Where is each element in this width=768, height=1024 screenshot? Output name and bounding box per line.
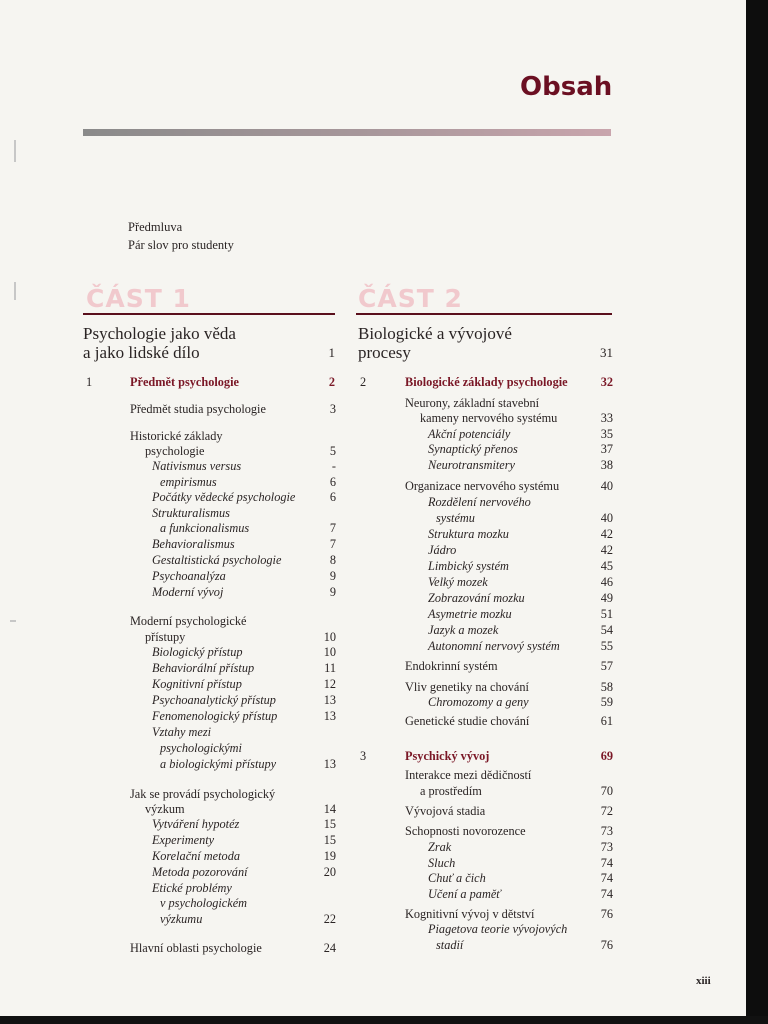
toc-entry[interactable]: Synaptický přenos <box>428 442 518 456</box>
toc-entry-page: 73 <box>600 840 613 854</box>
toc-entry-page: 57 <box>600 659 613 673</box>
toc-entry-page: 6 <box>329 475 336 489</box>
toc-entry-page: 61 <box>600 714 613 728</box>
toc-entry-page: 73 <box>600 824 613 838</box>
toc-entry[interactable]: Vytváření hypotéz <box>152 817 240 831</box>
toc-entry[interactable]: Učení a paměť <box>428 887 501 901</box>
toc-entry-page: 3 <box>329 402 336 416</box>
toc-entry[interactable]: Zrak <box>428 840 452 854</box>
part1-title-line1: Psychologie jako věda <box>83 324 236 343</box>
toc-entry[interactable]: výzkumu <box>160 912 203 926</box>
toc-entry[interactable]: Endokrinní systém <box>405 659 498 673</box>
toc-entry-page: 11 <box>324 661 336 675</box>
toc-entry[interactable]: psychologickými <box>160 741 242 755</box>
toc-entry[interactable]: Historické základy <box>130 429 223 443</box>
toc-entry-page: 15 <box>323 833 336 847</box>
toc-entry[interactable]: empirismus <box>160 475 217 489</box>
toc-entry-page: 51 <box>600 607 613 621</box>
toc-entry[interactable]: Gestaltistická psychologie <box>152 553 282 567</box>
toc-entry[interactable]: Jazyk a mozek <box>428 623 499 637</box>
toc-entry-page: 20 <box>323 865 336 879</box>
chapter2-page: 32 <box>600 375 613 389</box>
toc-entry[interactable]: Akční potenciály <box>428 427 511 441</box>
toc-entry[interactable]: Kognitivní přístup <box>152 677 242 691</box>
toc-entry-page: 10 <box>323 645 336 659</box>
toc-entry-page: 76 <box>600 907 613 921</box>
toc-entry-page: 9 <box>329 569 336 583</box>
chapter3-number: 3 <box>360 749 367 763</box>
scan-edge-right <box>746 0 768 1024</box>
toc-entry-page: 24 <box>323 941 336 955</box>
toc-entry[interactable]: Behaviorální přístup <box>152 661 255 675</box>
toc-entry[interactable]: výzkum <box>145 802 185 816</box>
chapter1-title[interactable]: Předmět psychologie <box>130 375 239 389</box>
toc-entry[interactable]: Piagetova teorie vývojových <box>428 922 568 936</box>
part1-rule <box>83 313 335 315</box>
toc-entry-page: 10 <box>323 630 336 644</box>
toc-entry[interactable]: Předmět studia psychologie <box>130 402 266 416</box>
toc-entry-page: 42 <box>600 527 613 541</box>
toc-entry[interactable]: a biologickými přístupy <box>160 757 277 771</box>
toc-entry-page: 76 <box>600 938 613 952</box>
toc-entry[interactable]: Strukturalismus <box>152 506 230 520</box>
toc-entry-page: 46 <box>600 575 613 589</box>
toc-for-students[interactable]: Pár slov pro studenty <box>128 238 234 252</box>
toc-entry[interactable]: Interakce mezi dědičností <box>405 768 532 782</box>
toc-entry[interactable]: Jádro <box>428 543 457 557</box>
toc-entry[interactable]: Kognitivní vývoj v dětství <box>405 907 535 921</box>
toc-entry-page: 74 <box>600 856 613 870</box>
part2-page: 31 <box>600 345 613 360</box>
toc-entry-page: 59 <box>600 695 613 709</box>
toc-entry[interactable]: v psychologickém <box>160 896 248 910</box>
toc-entry-page: 40 <box>600 511 613 525</box>
toc-entry[interactable]: Organizace nervového systému <box>405 479 560 493</box>
toc-entry[interactable]: Neurony, základní stavební <box>405 396 540 410</box>
scan-margin-mark <box>10 620 16 622</box>
chapter1-page: 2 <box>328 375 335 389</box>
toc-entry[interactable]: Hlavní oblasti psychologie <box>130 941 262 955</box>
toc-entry[interactable]: Vztahy mezi <box>152 725 212 739</box>
chapter2-number: 2 <box>360 375 367 389</box>
page-title: Obsah <box>520 72 613 102</box>
chapter1-number: 1 <box>86 375 93 389</box>
toc-entry[interactable]: Rozdělení nervového <box>428 495 531 509</box>
chapter3-title[interactable]: Psychický vývoj <box>405 749 490 763</box>
toc-entry-page: 6 <box>329 490 336 504</box>
toc-entry[interactable]: Moderní psychologické <box>130 614 247 628</box>
toc-entry-page: 14 <box>323 802 336 816</box>
toc-entry-page: 70 <box>600 784 613 798</box>
toc-entry-page: 12 <box>323 677 336 691</box>
part2-title-line2: procesy <box>358 343 411 362</box>
scan-margin-mark <box>14 140 16 162</box>
toc-entry[interactable]: Chuť a čich <box>428 871 486 885</box>
toc-entry[interactable]: Moderní vývoj <box>152 585 224 599</box>
toc-entry[interactable]: Chromozomy a geny <box>428 695 529 709</box>
part1-label: ČÁST 1 <box>86 284 191 313</box>
toc-entry[interactable]: psychologie <box>145 444 205 458</box>
toc-entry-page: 74 <box>600 871 613 885</box>
toc-preface[interactable]: Předmluva <box>128 220 183 234</box>
toc-entry[interactable]: Psychoanalytický přístup <box>152 693 276 707</box>
toc-entry[interactable]: systému <box>436 511 475 525</box>
toc-entry[interactable]: Schopnosti novorozence <box>405 824 526 838</box>
toc-entry-page: 13 <box>323 709 336 723</box>
page-number: xiii <box>696 975 711 987</box>
toc-entry[interactable]: Velký mozek <box>428 575 488 589</box>
toc-entry-page: 8 <box>329 553 336 567</box>
scan-edge-bottom <box>0 1016 768 1024</box>
toc-entry[interactable]: Zobrazování mozku <box>428 591 525 605</box>
toc-entry[interactable]: stadií <box>436 938 464 952</box>
part1-page: 1 <box>328 345 335 360</box>
toc-entry[interactable]: Behavioralismus <box>152 537 235 551</box>
toc-entry[interactable]: a prostředím <box>420 784 482 798</box>
toc-entry-page: 45 <box>600 559 613 573</box>
part2-rule <box>356 313 612 315</box>
toc-entry[interactable]: Počátky vědecké psychologie <box>152 490 296 504</box>
toc-entry[interactable]: Limbický systém <box>428 559 509 573</box>
toc-entry-page: 33 <box>600 411 613 425</box>
part1-title-line2: a jako lidské dílo <box>83 343 200 362</box>
toc-entry-page: 55 <box>600 639 613 653</box>
toc-entry-page: 74 <box>600 887 613 901</box>
toc-entry[interactable]: Struktura mozku <box>428 527 509 541</box>
toc-entry-page: 54 <box>600 623 613 637</box>
toc-entry-page: 13 <box>323 757 336 771</box>
toc-entry-page: 37 <box>600 442 613 456</box>
toc-entry[interactable]: přístupy <box>145 630 186 644</box>
toc-entry[interactable]: a funkcionalismus <box>160 521 250 535</box>
toc-entry-page: 19 <box>323 849 336 863</box>
toc-entry-page: 72 <box>600 804 613 818</box>
toc-entry-page: 38 <box>600 458 613 472</box>
toc-entry[interactable]: Genetické studie chování <box>405 714 530 728</box>
scan-margin-mark <box>14 282 16 300</box>
chapter3-page: 69 <box>600 749 613 763</box>
toc-entry-page: 35 <box>600 427 613 441</box>
toc-entry-page: 13 <box>323 693 336 707</box>
toc-entry-page: 9 <box>329 585 336 599</box>
toc-entry-page: 7 <box>329 521 336 535</box>
toc-entry[interactable]: Experimenty <box>152 833 215 847</box>
toc-entry[interactable]: kameny nervového systému <box>420 411 558 425</box>
toc-entry[interactable]: Autonomní nervový systém <box>428 639 560 653</box>
toc-entry-page: 40 <box>600 479 613 493</box>
toc-entry[interactable]: Vliv genetiky na chování <box>405 680 529 694</box>
toc-entry[interactable]: Etické problémy <box>152 881 232 895</box>
toc-entry-page: 49 <box>600 591 613 605</box>
toc-entry-page: 58 <box>600 680 613 694</box>
toc-entry[interactable]: Biologický přístup <box>152 645 243 659</box>
toc-entry[interactable]: Nativismus versus <box>152 459 242 473</box>
toc-entry[interactable]: Neurotransmitery <box>428 458 515 472</box>
toc-entry-page: - <box>331 459 336 473</box>
toc-entry[interactable]: Korelační metoda <box>152 849 240 863</box>
toc-entry[interactable]: Vývojová stadia <box>405 804 486 818</box>
toc-entry[interactable]: Asymetrie mozku <box>428 607 512 621</box>
title-rule <box>83 129 611 136</box>
toc-entry-page: 42 <box>600 543 613 557</box>
toc-entry[interactable]: Sluch <box>428 856 456 870</box>
part2-title-line1: Biologické a vývojové <box>358 324 512 343</box>
toc-entry-page: 22 <box>323 912 336 926</box>
toc-entry[interactable]: Metoda pozorování <box>152 865 248 879</box>
toc-entry-page: 15 <box>323 817 336 831</box>
chapter2-title[interactable]: Biologické základy psychologie <box>405 375 568 389</box>
toc-entry-page: 7 <box>329 537 336 551</box>
toc-entry-page: 5 <box>329 444 336 458</box>
toc-entry[interactable]: Psychoanalýza <box>152 569 226 583</box>
part2-label: ČÁST 2 <box>358 284 463 313</box>
toc-entry[interactable]: Jak se provádí psychologický <box>130 787 276 801</box>
toc-entry[interactable]: Fenomenologický přístup <box>152 709 278 723</box>
